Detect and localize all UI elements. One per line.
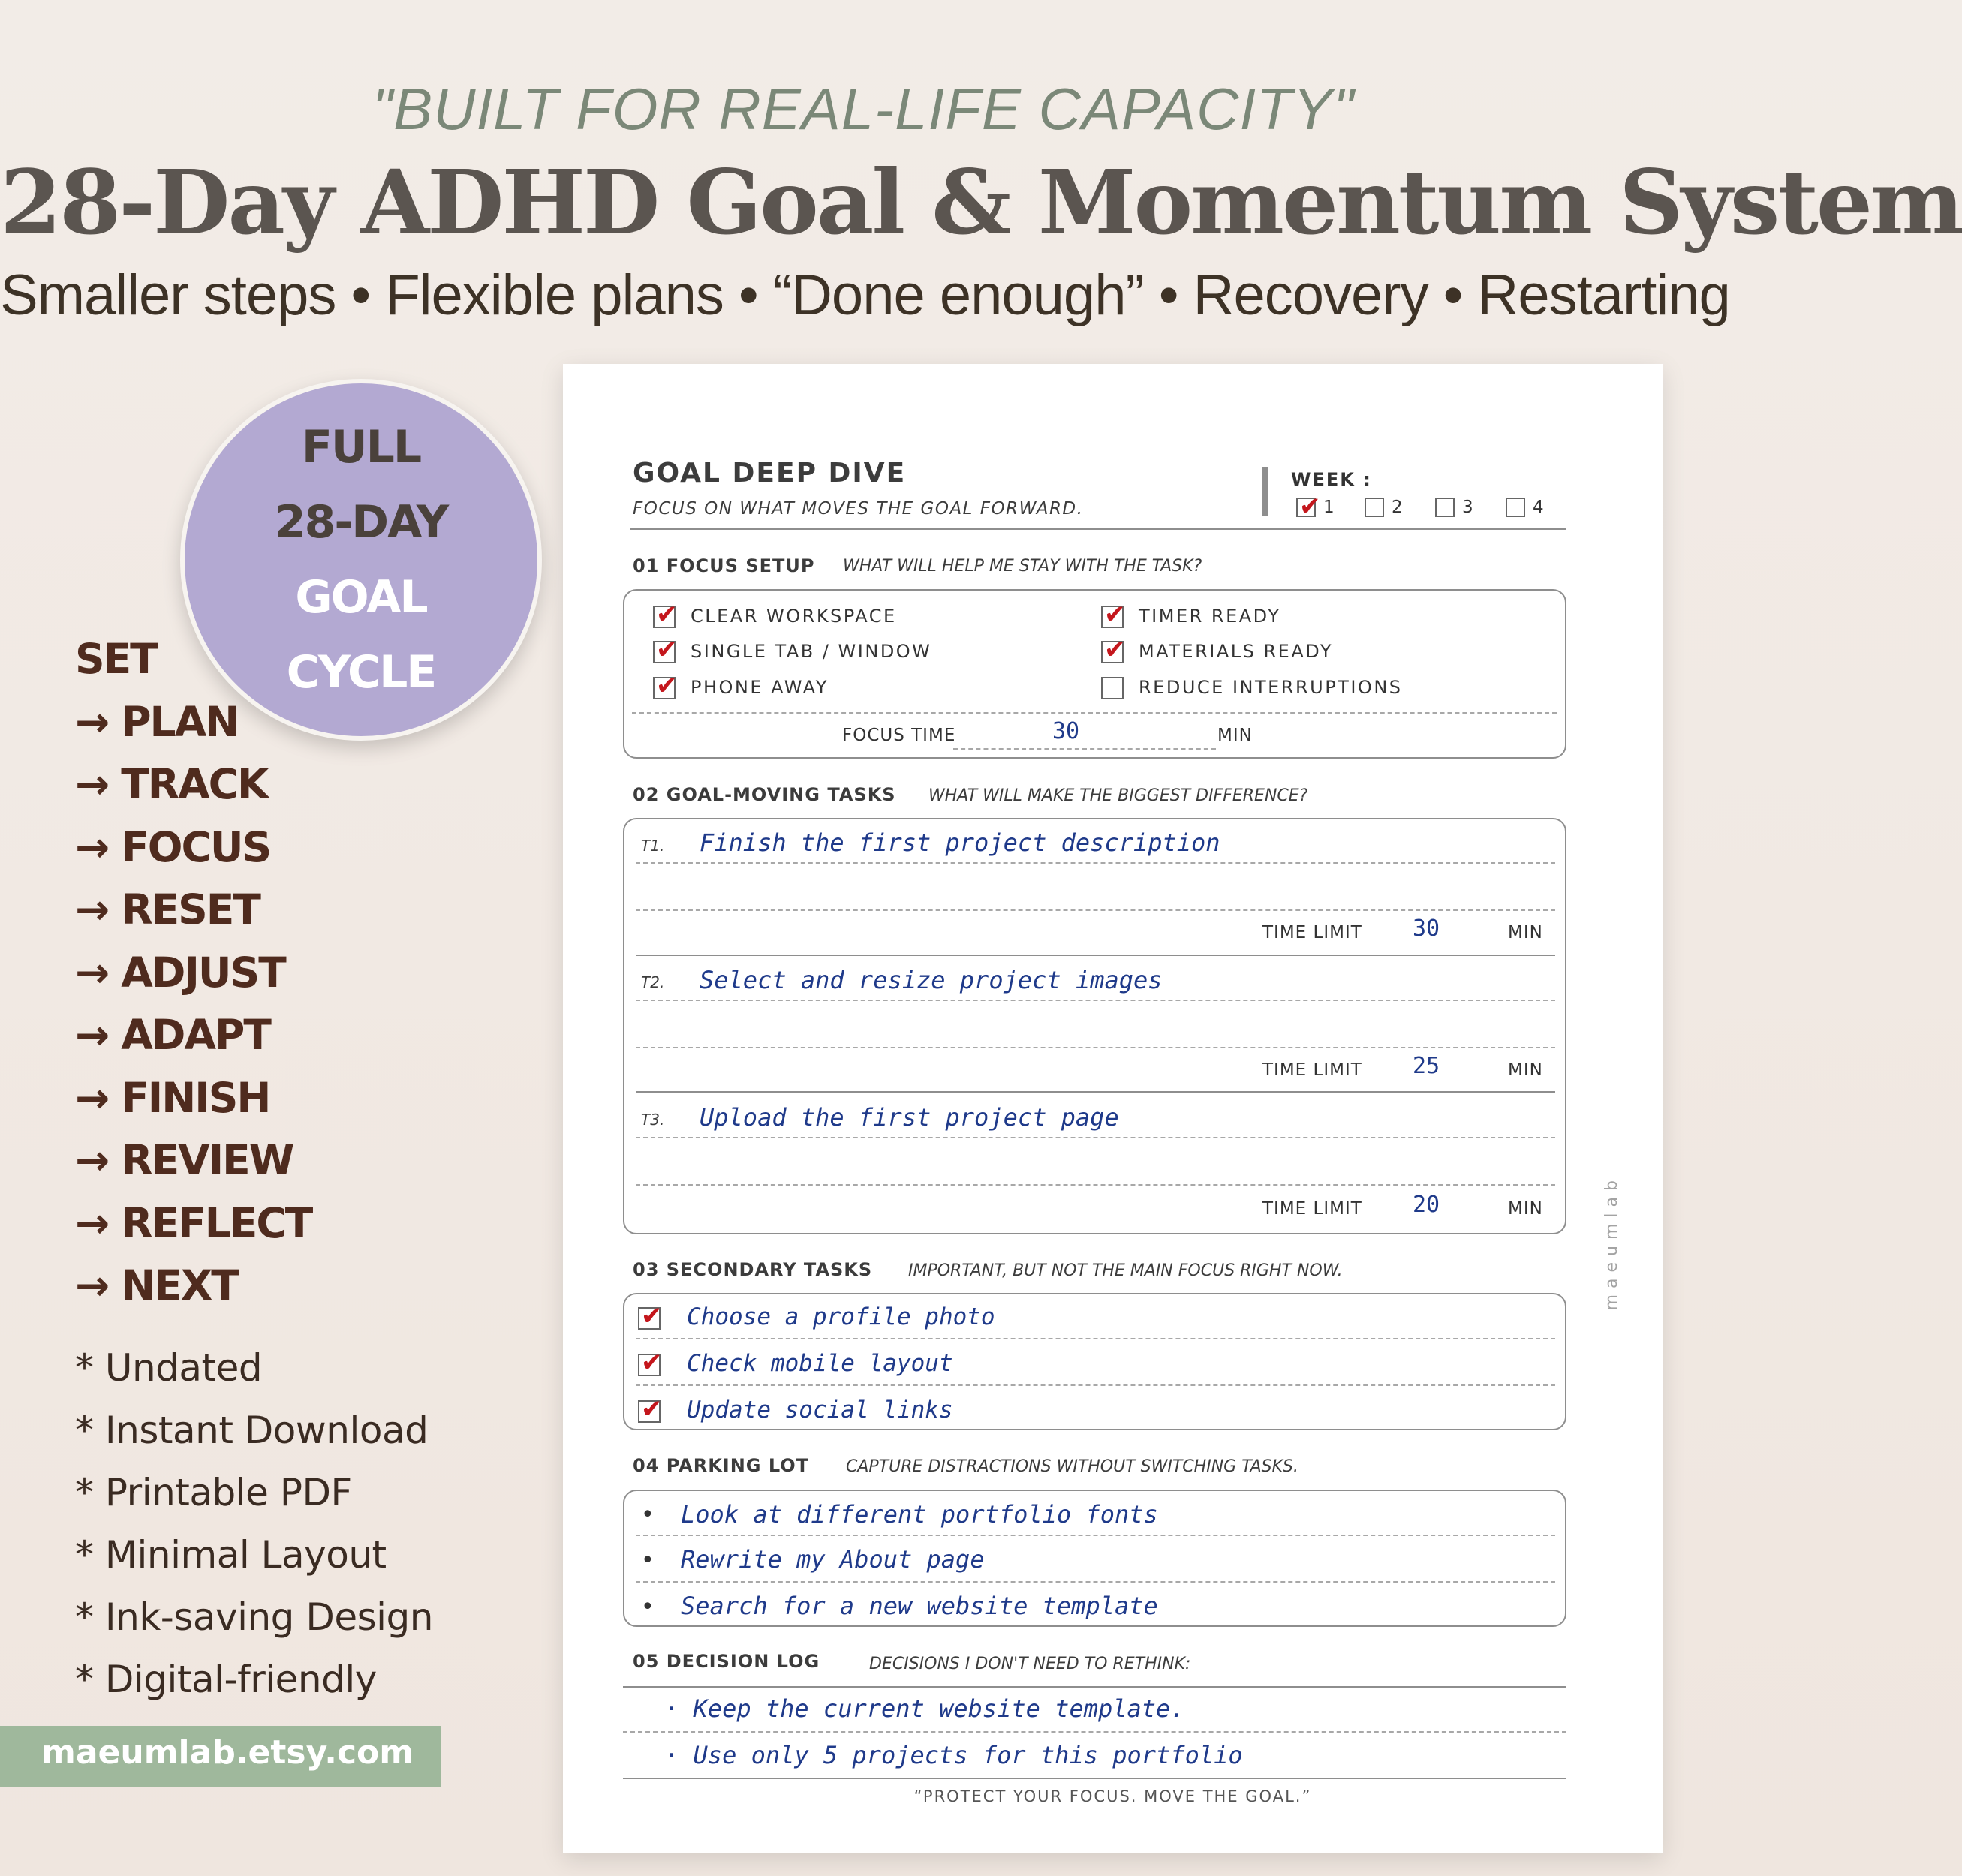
decision-prompt: DECISIONS I DON'T NEED TO RETHINK:	[869, 1655, 1191, 1673]
focus-time-value[interactable]: 30	[1052, 718, 1080, 744]
decision-item-text[interactable]: · Use only 5 projects for this portfolio	[664, 1741, 1243, 1769]
footer-quote: “PROTECT YOUR FOCUS. MOVE THE GOAL.”	[913, 1787, 1312, 1805]
time-limit-unit: MIN	[1508, 1199, 1543, 1219]
step-item: → FINISH	[75, 1073, 270, 1122]
week-label: WEEK :	[1291, 469, 1372, 490]
goal-tasks-title: 02 GOAL-MOVING TASKS	[633, 784, 896, 805]
tick-icon: ✔	[1104, 635, 1126, 665]
checkbox[interactable]	[1101, 600, 1126, 630]
checkbox[interactable]	[638, 1348, 663, 1378]
task-id: T1.	[641, 837, 665, 855]
focus-setup-title: 01 FOCUS SETUP	[633, 555, 815, 576]
task-id: T2.	[641, 973, 665, 991]
parking-item-text[interactable]: Look at different portfolio fonts	[681, 1500, 1158, 1529]
checkbox[interactable]	[653, 600, 678, 630]
decision-title: 05 DECISION LOG	[633, 1651, 820, 1672]
time-limit-value[interactable]: 20	[1413, 1192, 1440, 1218]
bullet-icon: •	[641, 1502, 655, 1528]
subtitle: Smaller steps • Flexible plans • “Done enough” • Recovery • Restarting	[0, 263, 1730, 327]
step-item: → FOCUS	[75, 822, 271, 871]
week-number: 1	[1323, 498, 1335, 517]
checkbox[interactable]	[1101, 635, 1126, 665]
dashed-divider	[636, 1581, 1555, 1583]
header-divider	[1262, 467, 1268, 516]
step-item: → ADJUST	[75, 948, 285, 997]
decision-bottom-rule	[623, 1778, 1566, 1779]
main-title: 28-Day ADHD Goal & Momentum System	[0, 150, 1962, 254]
step-item: → TRACK	[75, 760, 268, 808]
checklist-label: REDUCE INTERRUPTIONS	[1139, 677, 1403, 698]
step-item: → ADAPT	[75, 1011, 270, 1059]
parking-item-text[interactable]: Search for a new website template	[681, 1592, 1158, 1620]
week-number: 3	[1462, 498, 1474, 517]
checkbox[interactable]	[638, 1301, 663, 1331]
checkbox[interactable]	[653, 671, 678, 701]
checkbox[interactable]	[638, 1394, 663, 1424]
time-limit-unit: MIN	[1508, 1060, 1543, 1080]
secondary-task-text[interactable]: Choose a profile photo	[687, 1303, 995, 1330]
focus-setup-box	[623, 589, 1566, 759]
feature-item: * Instant Download	[75, 1409, 429, 1452]
dashed-divider	[636, 1047, 1555, 1048]
cycle-badge	[180, 379, 542, 741]
tick-icon: ✔	[641, 1394, 663, 1424]
feature-item: * Digital-friendly	[75, 1658, 377, 1701]
brand-watermark: maeumlab	[1602, 1174, 1621, 1311]
checkbox[interactable]	[1365, 498, 1384, 517]
dashed-divider	[636, 1184, 1555, 1186]
task-text[interactable]: Finish the first project description	[700, 828, 1220, 857]
checklist-label: CLEAR WORKSPACE	[691, 606, 897, 627]
decision-item-text[interactable]: · Keep the current website template.	[664, 1694, 1185, 1723]
secondary-prompt: IMPORTANT, BUT NOT THE MAIN FOCUS RIGHT NOW.	[908, 1261, 1343, 1280]
tick-icon: ✔	[656, 635, 678, 665]
task-text[interactable]: Upload the first project page	[700, 1103, 1119, 1132]
task-separator	[636, 1091, 1555, 1093]
step-item: → REFLECT	[75, 1198, 312, 1247]
time-limit-label: TIME LIMIT	[1262, 1199, 1362, 1219]
week-number: 2	[1392, 498, 1404, 517]
checkbox[interactable]	[1506, 498, 1525, 517]
step-item: → NEXT	[75, 1261, 238, 1309]
checkbox[interactable]	[653, 635, 678, 665]
task-text[interactable]: Select and resize project images	[700, 966, 1163, 994]
badge-line: 28-DAY	[274, 496, 448, 549]
tick-icon: ✔	[1299, 492, 1321, 522]
dashed-divider	[636, 1338, 1555, 1339]
checklist-label: PHONE AWAY	[691, 677, 829, 698]
tagline: "BUILT FOR REAL-LIFE CAPACITY"	[372, 76, 1355, 142]
step-item: SET	[75, 635, 157, 683]
badge-line: FULL	[301, 421, 421, 474]
secondary-box	[623, 1293, 1566, 1430]
dashed-divider	[636, 1000, 1555, 1001]
header	[0, 0, 1962, 338]
dashed-divider	[636, 862, 1555, 864]
secondary-task-text[interactable]: Update social links	[687, 1396, 953, 1424]
feature-item: * Printable PDF	[75, 1471, 352, 1514]
step-item: → PLAN	[75, 697, 239, 746]
tick-icon: ✔	[641, 1301, 663, 1331]
tick-icon: ✔	[656, 600, 678, 630]
decision-top-rule	[623, 1686, 1566, 1688]
feature-item: * Ink-saving Design	[75, 1595, 433, 1639]
sheet-title: GOAL DEEP DIVE	[633, 458, 907, 489]
time-limit-value[interactable]: 25	[1413, 1053, 1440, 1079]
parking-prompt: CAPTURE DISTRACTIONS WITHOUT SWITCHING TASKS.	[846, 1457, 1299, 1476]
time-limit-label: TIME LIMIT	[1262, 1060, 1362, 1080]
planner-sheet	[563, 364, 1663, 1853]
goal-tasks-prompt: WHAT WILL MAKE THE BIGGEST DIFFERENCE?	[928, 786, 1308, 805]
task-id: T3.	[641, 1111, 665, 1129]
store-url: maeumlab.etsy.com	[41, 1733, 414, 1772]
checklist-label: MATERIALS READY	[1139, 641, 1334, 662]
cycle-steps	[75, 629, 311, 1318]
bullet-icon: •	[641, 1547, 655, 1574]
dashed-divider	[623, 1731, 1566, 1733]
secondary-task-text[interactable]: Check mobile layout	[687, 1350, 953, 1377]
badge-line: CYCLE	[286, 646, 436, 699]
checklist-label: TIMER READY	[1139, 606, 1281, 627]
step-item: → RESET	[75, 885, 260, 933]
tick-icon: ✔	[656, 671, 678, 701]
sheet-subtitle: FOCUS ON WHAT MOVES THE GOAL FORWARD.	[633, 499, 1084, 519]
focus-time-unit: MIN	[1217, 726, 1253, 745]
badge-line: GOAL	[295, 571, 427, 624]
feature-item: * Minimal Layout	[75, 1533, 387, 1577]
feature-item: * Undated	[75, 1346, 263, 1390]
tick-icon: ✔	[641, 1348, 663, 1378]
parking-title: 04 PARKING LOT	[633, 1455, 810, 1476]
task-separator	[636, 955, 1555, 956]
focus-setup-prompt: WHAT WILL HELP ME STAY WITH THE TASK?	[843, 557, 1202, 576]
time-limit-unit: MIN	[1508, 923, 1543, 943]
focus-time-label: FOCUS TIME	[842, 726, 956, 745]
header-rule	[630, 528, 1566, 530]
checkbox[interactable]	[1435, 498, 1455, 517]
secondary-title: 03 SECONDARY TASKS	[633, 1259, 873, 1280]
checklist-label: SINGLE TAB / WINDOW	[691, 641, 932, 662]
dashed-divider	[636, 1535, 1555, 1536]
parking-box	[623, 1490, 1566, 1627]
goal-tasks-box	[623, 818, 1566, 1234]
checkbox[interactable]	[1296, 492, 1321, 522]
bullet-icon: •	[641, 1594, 655, 1620]
parking-item-text[interactable]: Rewrite my About page	[681, 1545, 985, 1574]
dashed-divider	[632, 712, 1557, 714]
features-list	[75, 1337, 433, 1711]
checkbox[interactable]	[1101, 677, 1124, 699]
tick-icon: ✔	[1104, 600, 1126, 630]
step-item: → REVIEW	[75, 1136, 293, 1184]
dashed-divider	[636, 1384, 1555, 1386]
store-link-bar	[0, 1726, 441, 1787]
focus-time-underline	[953, 748, 1216, 750]
dashed-divider	[636, 1137, 1555, 1138]
time-limit-label: TIME LIMIT	[1262, 923, 1362, 943]
dashed-divider	[636, 909, 1555, 911]
week-number: 4	[1533, 498, 1545, 517]
time-limit-value[interactable]: 30	[1413, 915, 1440, 942]
